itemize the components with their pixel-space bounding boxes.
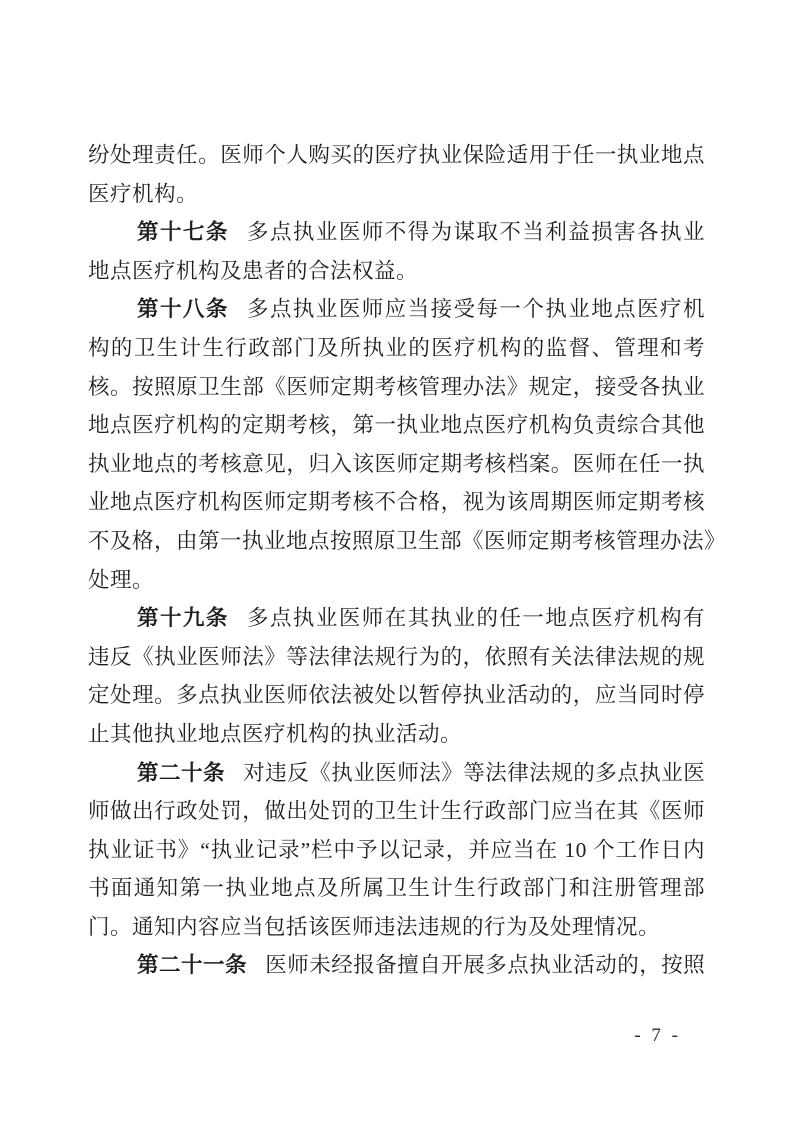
line-text: 违反《执业医师法》等法律法规行为的，依照有关法律法规的规 [88, 644, 705, 669]
text-line [88, 638, 705, 677]
line-text: 纷处理责任。医师个人购买的医疗执业保险适用于任一执业地点 [88, 143, 705, 167]
text-line [88, 175, 705, 214]
text-line [88, 483, 705, 522]
line-text: 书面通知第一执业地点及所属卫生计生行政部门和注册管理部 [88, 876, 705, 901]
line-text: 止其他执业地点医疗机构的执业活动。 [88, 721, 463, 746]
text-line [88, 561, 705, 600]
text-line [88, 599, 705, 638]
page-number: - 7 - [634, 1025, 681, 1046]
article-number: 第二十条 [137, 760, 226, 785]
line-text: 定处理。多点执业医师依法被处以暂停执业活动的，应当同时停 [88, 683, 705, 708]
line-text: 不及格，由第一执业地点按照原卫生部《医师定期考核管理办法》 [88, 528, 727, 553]
article-number: 第十八条 [137, 297, 229, 322]
line-text: 对违反《执业医师法》等法律法规的多点执业医 [243, 760, 706, 785]
text-line [88, 908, 705, 947]
text-line [88, 290, 705, 329]
text-line [88, 792, 705, 831]
text-line [88, 213, 705, 252]
text-block [88, 136, 727, 985]
line-text: 地点医疗机构及患者的合法权益。 [88, 258, 419, 283]
line-text: 地点医疗机构的定期考核，第一执业地点医疗机构负责综合其他 [88, 413, 705, 438]
line-text: 执业证书》“执业记录”栏中予以记录，并应当在 10 个工作日内 [88, 837, 705, 862]
line-text: 门。通知内容应当包括该医师违法违规的行为及处理情况。 [88, 914, 661, 939]
line-text: 核。按照原卫生部《医师定期考核管理办法》规定，接受各执业 [88, 374, 705, 399]
text-line [88, 869, 705, 908]
text-line [88, 406, 705, 445]
article-number: 第二十一条 [137, 953, 248, 978]
text-line [88, 715, 705, 754]
text-line [88, 676, 705, 715]
line-text: 处理。 [88, 567, 155, 592]
text-line [88, 252, 705, 291]
line-text: 医疗机构。 [88, 181, 199, 206]
text-line [88, 136, 705, 175]
line-text: 执业地点的考核意见，归入该医师定期考核档案。医师在任一执 [88, 451, 705, 476]
text-line [88, 754, 705, 793]
text-line [88, 329, 705, 368]
text-line [88, 368, 705, 407]
line-text: 医师未经报备擅自开展多点执业活动的，按照 [265, 953, 706, 978]
line-text: 师做出行政处罚，做出处罚的卫生计生行政部门应当在其《医师 [88, 799, 705, 824]
line-text: 多点执业医师应当接受每一个执业地点医疗机 [247, 297, 705, 322]
text-line [88, 946, 705, 985]
article-number: 第十七条 [137, 220, 229, 245]
text-line [88, 445, 705, 484]
text-line [88, 522, 727, 561]
line-text: 业地点医疗机构医师定期考核不合格，视为该周期医师定期考核 [88, 490, 705, 515]
line-text: 构的卫生计生行政部门及所执业的医疗机构的监督、管理和考 [88, 335, 705, 360]
line-text: 多点执业医师不得为谋取不当利益损害各执业 [247, 220, 705, 245]
text-line [88, 831, 705, 870]
article-number: 第十九条 [137, 606, 229, 631]
line-text: 多点执业医师在其执业的任一地点医疗机构有 [247, 606, 705, 631]
